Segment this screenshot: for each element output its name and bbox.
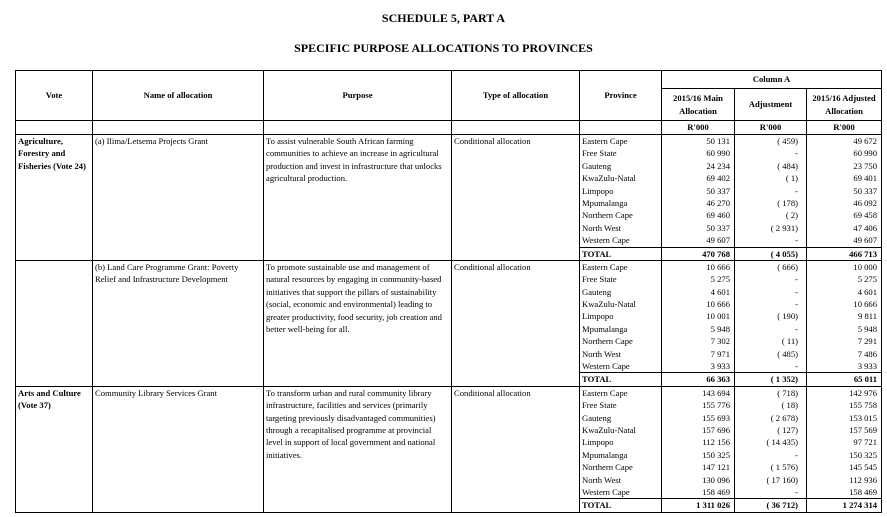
main-allocation-value: 155 693 <box>702 412 730 423</box>
main-allocation-value: 10 001 <box>706 311 730 322</box>
province-name: Northern Cape <box>582 462 633 473</box>
adjusted-allocation-value: 5 275 <box>857 274 878 285</box>
adjusted-allocation-value: 69 401 <box>853 173 878 184</box>
main-allocation-value: 147 121 <box>702 462 730 473</box>
allocation-name: (a) Ilima/Letsema Projects Grant <box>93 135 264 261</box>
province-name: Eastern Cape <box>582 387 628 398</box>
total-main-allocation-value: 66 363 <box>662 372 734 385</box>
allocation-purpose: To assist vulnerable South African farming communities to achieve an increase in agricultural production and invest in infrastructure that unlocks agricultural production. <box>264 135 452 261</box>
province-name: Limpopo <box>582 311 614 322</box>
allocation-name: (b) Land Care Programme Grant: Poverty Relief and Infrastructure Development <box>93 260 264 386</box>
main-allocation-value: 46 270 <box>706 197 730 208</box>
province-name: Limpopo <box>582 437 614 448</box>
header-purpose: Purpose <box>264 71 452 121</box>
adjusted-allocation-value: 155 758 <box>849 400 878 411</box>
adjustment-value: ( 178) <box>777 197 798 208</box>
adjusted-allocation-value: 112 936 <box>849 474 878 485</box>
adjustment-value: ( 1 576) <box>770 462 798 473</box>
province-name: North West <box>582 348 622 359</box>
total-adjustment-value: ( 1 352) <box>735 372 806 385</box>
adjustment-value: ( 18) <box>781 400 798 411</box>
province-name: Mpumalanga <box>582 323 628 334</box>
province-name: KwaZulu-Natal <box>582 299 636 310</box>
total-adjusted-allocation-value: 65 011 <box>807 372 881 385</box>
adjusted-allocation-value: 69 458 <box>853 210 878 221</box>
header-name: Name of allocation <box>93 71 264 121</box>
adjusted-allocation-value: 49 607 <box>853 235 878 246</box>
main-allocation-value: 155 776 <box>702 400 730 411</box>
main-allocation-value: 69 402 <box>706 173 730 184</box>
schedule-title: SCHEDULE 5, PART A <box>381 11 506 25</box>
header-province: Province <box>580 71 662 121</box>
adjusted-allocation-value: 153 015 <box>849 412 878 423</box>
province-name: Northern Cape <box>582 210 633 221</box>
unit-label: R'000 <box>807 121 882 135</box>
total-province-name: TOTAL <box>580 498 661 511</box>
allocations-table <box>15 70 882 513</box>
total-adjusted-allocation-value: 1 274 314 <box>807 498 881 511</box>
adjustment-value: ( 14 435) <box>766 437 798 448</box>
adjusted-allocation-value: 3 933 <box>857 361 878 372</box>
adjustment-value: - <box>795 486 798 497</box>
adjusted-allocation-value: 23 750 <box>853 160 878 171</box>
adjustment-value: - <box>795 274 798 285</box>
main-allocation-value: 7 302 <box>710 336 730 347</box>
main-allocation-value: 7 971 <box>710 348 730 359</box>
adjustment-value: ( 11) <box>781 336 798 347</box>
allocation-section <box>16 135 882 261</box>
header-adjustment: Adjustment <box>735 89 807 121</box>
adjustment-value: ( 666) <box>777 261 798 272</box>
header-column-a: Column A <box>662 71 882 89</box>
province-name: Free State <box>582 400 617 411</box>
adjusted-allocation-value: 50 337 <box>853 185 878 196</box>
main-allocation-value: 4 601 <box>710 286 730 297</box>
adjusted-allocation-value: 7 486 <box>857 348 878 359</box>
adjustment-value: - <box>795 361 798 372</box>
adjustment-value: ( 1) <box>785 173 798 184</box>
adjusted-allocation-value: 10 666 <box>853 299 878 310</box>
vote-cell <box>16 260 93 386</box>
main-allocation-value: 5 275 <box>710 274 730 285</box>
adjusted-allocation-value: 46 092 <box>853 197 878 208</box>
total-province-name: TOTAL <box>580 372 661 385</box>
adjustment-value: ( 127) <box>777 424 798 435</box>
column-adjustment-value <box>735 260 807 386</box>
allocation-section <box>16 386 882 512</box>
adjustment-value: ( 2 931) <box>770 222 798 233</box>
province-name: Western Cape <box>582 486 630 497</box>
province-name: Mpumalanga <box>582 449 628 460</box>
province-name: Eastern Cape <box>582 136 628 146</box>
header-vote: Vote <box>16 71 93 121</box>
unit-label: R'000 <box>735 121 807 135</box>
column-adjusted-allocation-value <box>807 260 882 386</box>
province-name: KwaZulu-Natal <box>582 424 636 435</box>
main-allocation-value: 130 096 <box>702 474 730 485</box>
main-allocation-value: 150 325 <box>702 449 730 460</box>
main-allocation-value: 60 990 <box>706 148 730 159</box>
column-adjustment-value <box>735 386 807 512</box>
adjustment-value: ( 484) <box>777 160 798 171</box>
adjusted-allocation-value: 10 000 <box>853 261 878 272</box>
province-name: North West <box>582 222 622 233</box>
total-adjustment-value: ( 36 712) <box>735 498 806 511</box>
adjustment-value: ( 2 678) <box>770 412 798 423</box>
province-name: Free State <box>582 148 617 159</box>
column-province-name <box>580 135 662 261</box>
adjustment-value: - <box>795 148 798 159</box>
main-allocation-value: 50 131 <box>706 136 730 146</box>
column-main-allocation-value <box>662 386 735 512</box>
adjustment-value: ( 190) <box>777 311 798 322</box>
adjusted-allocation-value: 7 291 <box>857 336 878 347</box>
province-name: Western Cape <box>582 235 630 246</box>
column-main-allocation-value <box>662 260 735 386</box>
main-allocation-value: 143 694 <box>702 387 730 398</box>
main-allocation-value: 69 460 <box>706 210 730 221</box>
adjustment-value: - <box>795 449 798 460</box>
province-name: Gauteng <box>582 286 612 297</box>
allocation-purpose: To promote sustainable use and management of natural resources by engaging in community-based initiatives that support the pillars of sustainability (social, economic and environmental) leading to greater productivity, food security, job creation and better well-being for all. <box>264 260 452 386</box>
main-allocation-value: 112 156 <box>702 437 730 448</box>
adjustment-value: ( 17 160) <box>766 474 798 485</box>
province-name: Mpumalanga <box>582 197 628 208</box>
adjusted-allocation-value: 4 601 <box>857 286 878 297</box>
schedule-subtitle: SPECIFIC PURPOSE ALLOCATIONS TO PROVINCES <box>294 41 593 55</box>
adjusted-allocation-value: 60 990 <box>853 148 878 159</box>
header-main-allocation: 2015/16 Main Allocation <box>662 89 735 121</box>
province-name: Northern Cape <box>582 336 633 347</box>
province-name: KwaZulu-Natal <box>582 173 636 184</box>
header-type: Type of allocation <box>452 71 580 121</box>
allocation-purpose: To transform urban and rural community library infrastructure, facilities and services (primarily targeting previously disadvantaged communities) through a recapitalised programme at provincial level in support of local government and national initiatives. <box>264 386 452 512</box>
allocation-name: Community Library Services Grant <box>93 386 264 512</box>
province-name: North West <box>582 474 622 485</box>
adjustment-value: ( 718) <box>777 387 798 398</box>
province-name: Limpopo <box>582 185 614 196</box>
vote-cell: Arts and Culture (Vote 37) <box>16 386 93 512</box>
column-main-allocation-value <box>662 135 735 261</box>
adjustment-value: - <box>795 185 798 196</box>
adjusted-allocation-value: 49 672 <box>853 136 878 146</box>
province-name: Free State <box>582 274 617 285</box>
adjusted-allocation-value: 9 811 <box>858 311 878 322</box>
total-province-name: TOTAL <box>580 247 661 260</box>
main-allocation-value: 157 696 <box>702 424 730 435</box>
main-allocation-value: 50 337 <box>706 185 730 196</box>
adjustment-value: ( 485) <box>777 348 798 359</box>
total-adjusted-allocation-value: 466 713 <box>807 247 881 260</box>
adjusted-allocation-value: 158 469 <box>849 486 878 497</box>
province-name: Gauteng <box>582 160 612 171</box>
adjustment-value: - <box>795 299 798 310</box>
total-adjustment-value: ( 4 055) <box>735 247 806 260</box>
column-province-name <box>580 260 662 386</box>
adjusted-allocation-value: 47 406 <box>853 222 878 233</box>
allocation-type: Conditional allocation <box>452 260 580 386</box>
adjusted-allocation-value: 5 948 <box>857 323 878 334</box>
adjusted-allocation-value: 150 325 <box>849 449 878 460</box>
column-province-name <box>580 386 662 512</box>
column-adjustment-value <box>735 135 807 261</box>
allocation-type: Conditional allocation <box>452 386 580 512</box>
main-allocation-value: 50 337 <box>706 222 730 233</box>
adjustment-value: - <box>795 286 798 297</box>
adjustment-value: - <box>795 323 798 334</box>
main-allocation-value: 158 469 <box>702 486 730 497</box>
header-adjusted-allocation: 2015/16 Adjusted Allocation <box>807 89 882 121</box>
column-adjusted-allocation-value <box>807 135 882 261</box>
main-allocation-value: 24 234 <box>706 160 730 171</box>
column-adjusted-allocation-value <box>807 386 882 512</box>
province-name: Eastern Cape <box>582 261 628 272</box>
main-allocation-value: 3 933 <box>710 361 730 372</box>
allocation-section <box>16 260 882 386</box>
province-name: Western Cape <box>582 361 630 372</box>
adjustment-value: ( 2) <box>785 210 798 221</box>
adjusted-allocation-value: 145 545 <box>849 462 878 473</box>
adjusted-allocation-value: 142 976 <box>849 387 878 398</box>
total-main-allocation-value: 470 768 <box>662 247 734 260</box>
main-allocation-value: 49 607 <box>706 235 730 246</box>
main-allocation-value: 10 666 <box>706 261 730 272</box>
adjustment-value: ( 459) <box>777 136 798 146</box>
adjusted-allocation-value: 97 721 <box>853 437 878 448</box>
unit-label: R'000 <box>662 121 735 135</box>
adjustment-value: - <box>795 235 798 246</box>
allocation-type: Conditional allocation <box>452 135 580 261</box>
total-main-allocation-value: 1 311 026 <box>662 498 734 511</box>
vote-cell: Agriculture, Forestry and Fisheries (Vote 24) <box>16 135 93 261</box>
province-name: Gauteng <box>582 412 612 423</box>
main-allocation-value: 10 666 <box>706 299 730 310</box>
adjusted-allocation-value: 157 569 <box>849 424 878 435</box>
main-allocation-value: 5 948 <box>710 323 730 334</box>
